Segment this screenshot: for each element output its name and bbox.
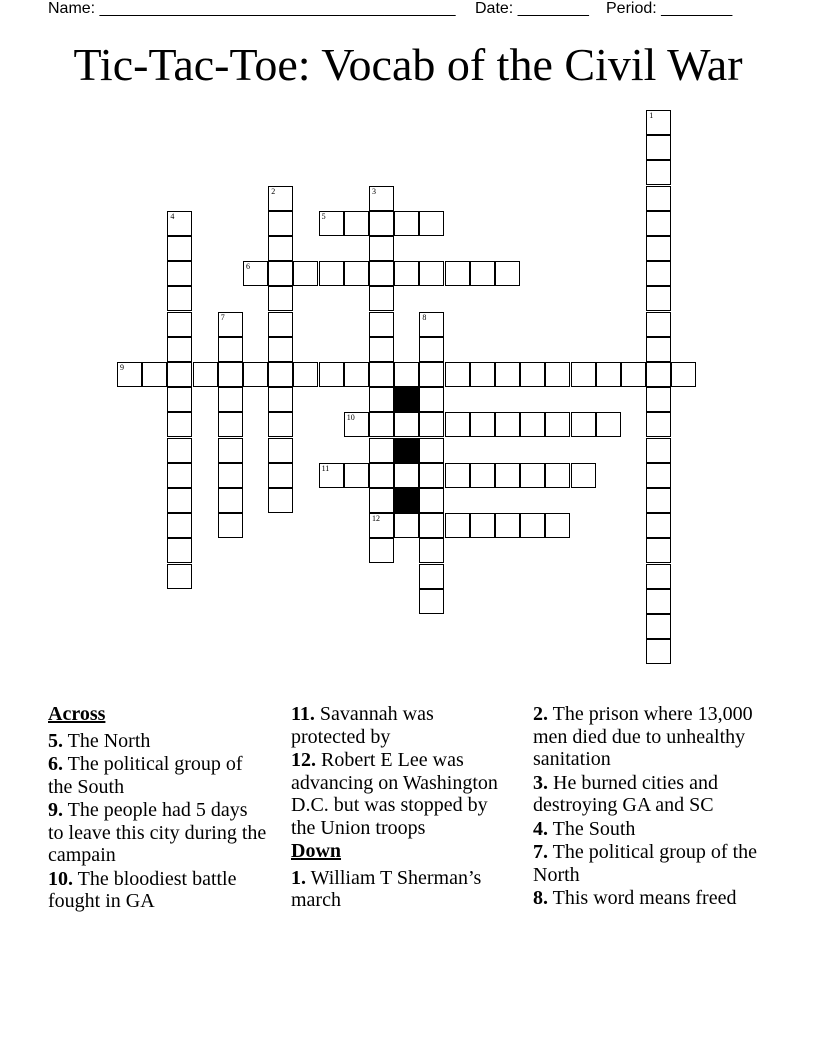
crossword-cell[interactable] <box>571 362 596 387</box>
crossword-cell[interactable] <box>319 261 344 286</box>
crossword-cell[interactable] <box>167 261 192 286</box>
crossword-cell[interactable] <box>369 538 394 563</box>
clue-number: 2. <box>533 703 548 725</box>
crossword-cell[interactable] <box>419 337 444 362</box>
crossword-cell[interactable] <box>646 362 671 387</box>
crossword-cell[interactable] <box>394 412 419 437</box>
crossword-cell[interactable] <box>193 362 218 387</box>
crossword-cell[interactable] <box>167 513 192 538</box>
clue-text: The political group of the South <box>48 753 243 798</box>
crossword-cell[interactable] <box>344 362 369 387</box>
crossword-cell[interactable] <box>243 362 268 387</box>
cell-number: 9 <box>120 363 124 372</box>
clues-column-3 <box>533 703 763 911</box>
cell-number: 6 <box>246 262 250 272</box>
crossword-cell[interactable] <box>268 362 293 387</box>
cell-number: 4 <box>170 211 175 221</box>
crossword-cell[interactable] <box>495 513 520 538</box>
clue-across-12 <box>291 749 511 839</box>
crossword-cell[interactable] <box>545 463 570 488</box>
clue-number: 6. <box>48 753 63 775</box>
clue-number: 3. <box>533 771 548 794</box>
crossword-cell[interactable] <box>545 513 570 538</box>
down-heading: Down <box>291 840 342 862</box>
crossword-cell[interactable] <box>167 387 192 412</box>
crossword-cell[interactable] <box>646 312 671 337</box>
clue-across-10 <box>48 868 268 913</box>
across-heading: Across <box>48 703 106 725</box>
crossword-cell[interactable] <box>218 488 243 513</box>
crossword-cell[interactable] <box>445 362 470 387</box>
crossword-cell[interactable] <box>470 362 495 387</box>
clue-down-3 <box>533 772 763 817</box>
crossword-cell[interactable] <box>167 538 192 563</box>
clue-text: The bloodiest battle fought in GA <box>48 867 237 912</box>
crossword-cell[interactable] <box>445 463 470 488</box>
cell-number: 2 <box>271 186 276 196</box>
crossword-cell[interactable] <box>646 337 671 362</box>
crossword-cell[interactable] <box>646 186 671 211</box>
crossword-cell[interactable] <box>344 463 369 488</box>
clue-number: 9. <box>48 799 63 821</box>
crossword-cell[interactable] <box>419 463 444 488</box>
page-title: Tic-Tac-Toe: Vocab of the Civil War <box>73 39 743 90</box>
clue-number: 11. <box>291 703 315 725</box>
clue-text: The political group of the North <box>533 841 758 886</box>
crossword-cell[interactable] <box>268 438 293 463</box>
crossword-cell[interactable] <box>596 362 621 387</box>
crossword-cell[interactable] <box>243 261 268 286</box>
cell-number: 10 <box>346 413 355 423</box>
crossword-cell[interactable] <box>646 614 671 639</box>
clue-text: Savannah was protected by <box>291 703 434 748</box>
cell-number: 11 <box>321 463 330 473</box>
crossword-cell[interactable] <box>646 513 671 538</box>
crossword-cell[interactable] <box>445 261 470 286</box>
crossword-cell[interactable] <box>520 513 545 538</box>
crossword-cell[interactable] <box>646 286 671 311</box>
crossword-cell[interactable] <box>268 286 293 311</box>
clue-down-8 <box>533 887 763 910</box>
crossword-cell[interactable] <box>167 337 192 362</box>
crossword-cell[interactable] <box>369 261 394 286</box>
crossword-cell[interactable] <box>268 186 293 211</box>
crossword-cell[interactable] <box>621 362 646 387</box>
cell-number: 7 <box>220 312 225 322</box>
crossword-cell[interactable] <box>419 538 444 563</box>
crossword-cell[interactable] <box>268 261 293 286</box>
crossword-cell[interactable] <box>167 488 192 513</box>
crossword-cell[interactable] <box>646 135 671 160</box>
crossword-cell[interactable] <box>369 438 394 463</box>
crossword-cell[interactable] <box>419 412 444 437</box>
crossword-cell[interactable] <box>470 513 495 538</box>
clue-down-7 <box>533 841 763 886</box>
crossword-cell[interactable] <box>495 412 520 437</box>
crossword-cell[interactable] <box>646 538 671 563</box>
clue-text: This word means freed <box>552 887 737 909</box>
crossword-cell[interactable] <box>167 438 192 463</box>
crossword-cell[interactable] <box>268 337 293 362</box>
crossword-cell[interactable] <box>268 488 293 513</box>
crossword-cell[interactable] <box>419 362 444 387</box>
clue-down-2 <box>533 703 763 771</box>
crossword-cell[interactable] <box>344 261 369 286</box>
crossword-cell[interactable] <box>369 236 394 261</box>
clue-number: 7. <box>533 841 548 863</box>
clue-text: The prison where 13,000 men died due to unhealthy sanitation <box>533 703 753 770</box>
crossword-cell[interactable] <box>646 110 671 135</box>
crossword-cell[interactable] <box>646 236 671 261</box>
clue-across-5 <box>48 730 268 753</box>
crossword-cell[interactable] <box>671 362 696 387</box>
clue-text: William T Sherman’s march <box>291 866 482 911</box>
clue-number: 8. <box>533 887 548 909</box>
crossword-cell[interactable] <box>646 488 671 513</box>
crossword-cell[interactable] <box>117 362 142 387</box>
crossword-cell[interactable] <box>218 362 243 387</box>
date-field[interactable]: Date: ________ <box>475 0 589 17</box>
crossword-cell[interactable] <box>545 412 570 437</box>
crossword-cell[interactable] <box>268 463 293 488</box>
black-cell <box>394 438 419 463</box>
clue-number: 12. <box>291 749 316 771</box>
crossword-cell[interactable] <box>293 362 318 387</box>
crossword-cell[interactable] <box>419 261 444 286</box>
crossword-cell[interactable] <box>167 463 192 488</box>
crossword-cell[interactable] <box>445 412 470 437</box>
crossword-cell[interactable] <box>268 236 293 261</box>
crossword-cell[interactable] <box>369 463 394 488</box>
crossword-cell[interactable] <box>495 362 520 387</box>
cell-number: 1 <box>649 111 654 120</box>
clue-number: 5. <box>48 729 63 752</box>
clue-text: The people had 5 days to leave this city during the campain <box>48 799 267 866</box>
black-cell <box>394 387 419 412</box>
clue-across-6 <box>48 753 268 798</box>
crossword-cell[interactable] <box>470 261 495 286</box>
crossword-cell[interactable] <box>470 412 495 437</box>
crossword-cell[interactable] <box>646 160 671 185</box>
crossword-cell[interactable] <box>319 463 344 488</box>
crossword-cell[interactable] <box>419 564 444 589</box>
crossword-cell[interactable] <box>646 387 671 412</box>
clues-column-2 <box>291 703 511 913</box>
crossword-cell[interactable] <box>646 463 671 488</box>
clue-number: 4. <box>533 817 548 840</box>
cell-number: 8 <box>422 312 427 322</box>
crossword-cell[interactable] <box>419 589 444 614</box>
crossword-cell[interactable] <box>218 513 243 538</box>
crossword-cell[interactable] <box>394 463 419 488</box>
crossword-cell[interactable] <box>268 412 293 437</box>
crossword-cell[interactable] <box>646 589 671 614</box>
clues-column-1 <box>48 703 268 914</box>
crossword-cell[interactable] <box>394 362 419 387</box>
clue-across-11 <box>291 703 511 748</box>
crossword-cell[interactable] <box>369 387 394 412</box>
crossword-cell[interactable] <box>218 412 243 437</box>
cell-number: 3 <box>372 186 376 196</box>
crossword-cell[interactable] <box>268 312 293 337</box>
clue-number: 10. <box>48 867 73 890</box>
clue-down-4 <box>533 818 763 841</box>
crossword-cell[interactable] <box>344 412 369 437</box>
crossword-cell[interactable] <box>646 639 671 664</box>
crossword-cell[interactable] <box>394 513 419 538</box>
cell-number: 5 <box>321 211 326 221</box>
clue-text: Robert E Lee was advancing on Washington D.C. but was stopped by the Union troops <box>291 749 498 839</box>
crossword-cell[interactable] <box>394 211 419 236</box>
black-cell <box>394 488 419 513</box>
crossword-cell[interactable] <box>218 387 243 412</box>
crossword-cell[interactable] <box>545 362 570 387</box>
crossword-cell[interactable] <box>218 337 243 362</box>
crossword-cell[interactable] <box>167 564 192 589</box>
crossword-cell[interactable] <box>268 211 293 236</box>
clue-text: The North <box>67 729 151 752</box>
crossword-cell[interactable] <box>520 412 545 437</box>
crossword-cell[interactable] <box>571 463 596 488</box>
crossword-cell[interactable] <box>394 261 419 286</box>
crossword-cell[interactable] <box>369 186 394 211</box>
crossword-cell[interactable] <box>218 312 243 337</box>
crossword-cell[interactable] <box>167 211 192 236</box>
crossword-cell[interactable] <box>520 362 545 387</box>
crossword-cell[interactable] <box>419 387 444 412</box>
crossword-cell[interactable] <box>167 286 192 311</box>
crossword-cell[interactable] <box>419 488 444 513</box>
crossword-cell[interactable] <box>445 513 470 538</box>
crossword-cell[interactable] <box>167 312 192 337</box>
crossword-cell[interactable] <box>369 488 394 513</box>
clue-number: 1. <box>291 866 306 889</box>
crossword-cell[interactable] <box>369 312 394 337</box>
crossword-cell[interactable] <box>369 513 394 538</box>
crossword-cell[interactable] <box>319 362 344 387</box>
crossword-cell[interactable] <box>646 261 671 286</box>
crossword-cell[interactable] <box>646 412 671 437</box>
crossword-cell[interactable] <box>167 362 192 387</box>
crossword-cell[interactable] <box>369 362 394 387</box>
crossword-cell[interactable] <box>344 211 369 236</box>
crossword-cell[interactable] <box>419 211 444 236</box>
crossword-cell[interactable] <box>646 564 671 589</box>
name-field[interactable]: Name: ________________________________________ <box>48 0 456 17</box>
crossword-cell[interactable] <box>646 211 671 236</box>
crossword-cell[interactable] <box>419 438 444 463</box>
crossword-cell[interactable] <box>218 463 243 488</box>
clue-across-9 <box>48 799 268 867</box>
crossword-cell[interactable] <box>369 211 394 236</box>
crossword-cell[interactable] <box>419 513 444 538</box>
crossword-cell[interactable] <box>268 387 293 412</box>
crossword-cell[interactable] <box>142 362 167 387</box>
crossword-cell[interactable] <box>520 463 545 488</box>
clue-text: The South <box>552 817 636 840</box>
cell-number: 12 <box>372 514 380 524</box>
clue-down-1 <box>291 867 511 912</box>
crossword-cell[interactable] <box>419 312 444 337</box>
crossword-cell[interactable] <box>646 438 671 463</box>
crossword-cell[interactable] <box>293 261 318 286</box>
crossword-cell[interactable] <box>369 337 394 362</box>
crossword-cell[interactable] <box>167 236 192 261</box>
crossword-cell[interactable] <box>218 438 243 463</box>
crossword-cell[interactable] <box>369 286 394 311</box>
crossword-cell[interactable] <box>571 412 596 437</box>
crossword-cell[interactable] <box>470 463 495 488</box>
crossword-cell[interactable] <box>495 261 520 286</box>
crossword-cell[interactable] <box>369 412 394 437</box>
crossword-cell[interactable] <box>167 412 192 437</box>
clue-text: He burned cities and destroying GA and SC <box>533 771 718 816</box>
crossword-cell[interactable] <box>495 463 520 488</box>
crossword-cell[interactable] <box>319 211 344 236</box>
period-field[interactable]: Period: ________ <box>606 0 733 17</box>
crossword-cell[interactable] <box>596 412 621 437</box>
